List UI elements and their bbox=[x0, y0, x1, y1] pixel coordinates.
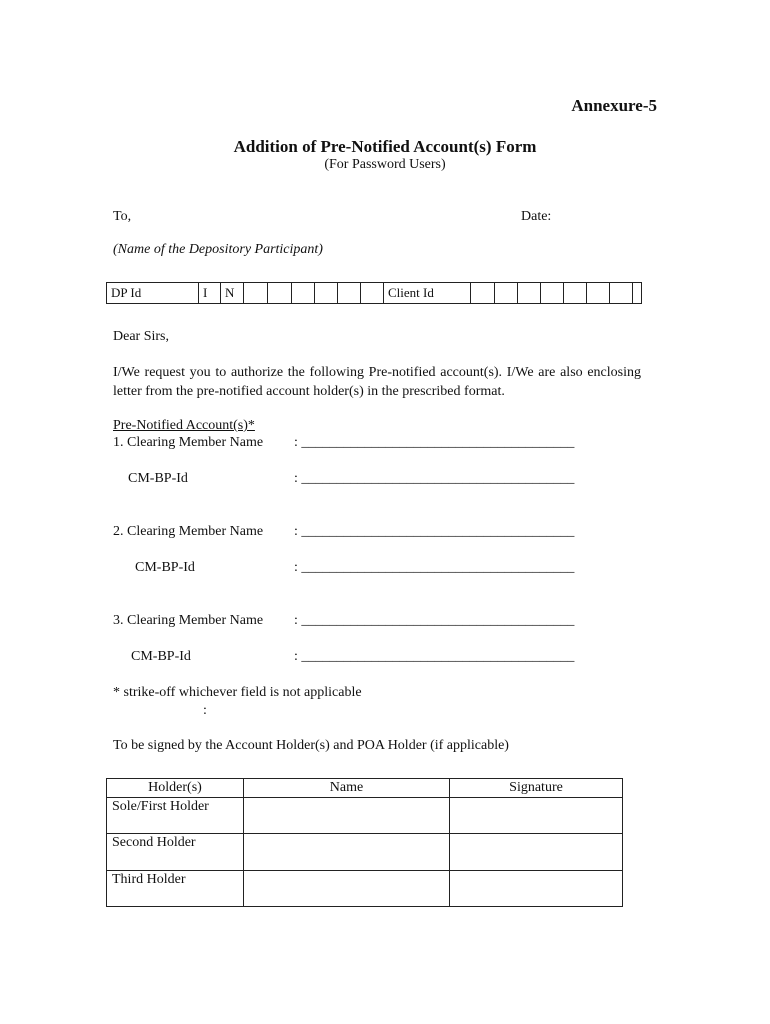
account-1-id-label: CM-BP-Id bbox=[128, 471, 188, 486]
annexure-label: Annexure-5 bbox=[571, 96, 657, 115]
client-id-box[interactable] bbox=[495, 283, 518, 303]
client-id-box[interactable] bbox=[587, 283, 610, 303]
account-3-id-field[interactable]: : _______________________________________ bbox=[294, 649, 575, 664]
client-id-box[interactable] bbox=[564, 283, 587, 303]
signature-cell[interactable] bbox=[450, 798, 623, 834]
dp-id-prefix-1: I bbox=[199, 283, 221, 303]
account-3-name-label: 3. Clearing Member Name bbox=[113, 613, 264, 628]
table-row bbox=[107, 798, 623, 834]
form-title: Addition of Pre-Notified Account(s) Form bbox=[233, 137, 537, 156]
dp-id-prefix-2: N bbox=[221, 283, 244, 303]
client-id-label: Client Id bbox=[384, 283, 471, 303]
date-label: Date: bbox=[521, 209, 552, 224]
signature-cell[interactable] bbox=[450, 834, 623, 871]
client-id-box[interactable] bbox=[518, 283, 541, 303]
account-2-id-field[interactable]: : _______________________________________ bbox=[294, 560, 575, 575]
signature-table bbox=[106, 778, 623, 907]
stray-colon: : bbox=[203, 703, 207, 718]
dp-id-box[interactable] bbox=[292, 283, 315, 303]
header-holders: Holder(s) bbox=[107, 779, 244, 798]
client-id-box[interactable] bbox=[610, 283, 633, 303]
dp-id-box[interactable] bbox=[315, 283, 338, 303]
request-paragraph: I/We request you to authorize the following Pre-notified account(s). I/We are also enclosing letter from the pre-notified account holder(s) in the prescribed format. bbox=[113, 365, 641, 399]
header-signature: Signature bbox=[450, 779, 623, 798]
signature-cell[interactable] bbox=[450, 871, 623, 907]
header-name: Name bbox=[244, 779, 450, 798]
holder-label-second: Second Holder bbox=[107, 834, 244, 871]
holder-label-third: Third Holder bbox=[107, 871, 244, 907]
salutation: Dear Sirs, bbox=[113, 329, 169, 344]
account-1-name-label: 1. Clearing Member Name bbox=[113, 435, 264, 450]
form-subtitle: (For Password Users) bbox=[324, 157, 446, 172]
dp-id-label: DP Id bbox=[107, 283, 199, 303]
table-row bbox=[107, 834, 623, 871]
to-label: To, bbox=[113, 209, 132, 224]
dp-id-box[interactable] bbox=[338, 283, 361, 303]
accounts-heading: Pre-Notified Account(s)* bbox=[113, 418, 255, 433]
account-2-name-field[interactable]: : _______________________________________ bbox=[294, 524, 575, 539]
account-2-name-label: 2. Clearing Member Name bbox=[113, 524, 264, 539]
holder-label-first: Sole/First Holder bbox=[107, 798, 244, 834]
id-strip bbox=[106, 282, 642, 304]
client-id-box[interactable] bbox=[541, 283, 564, 303]
name-cell[interactable] bbox=[244, 798, 450, 834]
strike-off-footnote: * strike-off whichever field is not applicable bbox=[113, 685, 362, 700]
name-cell[interactable] bbox=[244, 871, 450, 907]
account-1-name-field[interactable]: : _______________________________________ bbox=[294, 435, 575, 450]
account-3-name-field[interactable]: : _______________________________________ bbox=[294, 613, 575, 628]
client-id-box[interactable] bbox=[471, 283, 495, 303]
dp-id-box[interactable] bbox=[244, 283, 268, 303]
signature-table-header bbox=[107, 779, 623, 798]
signing-note: To be signed by the Account Holder(s) and POA Holder (if applicable) bbox=[113, 738, 509, 753]
client-id-box[interactable] bbox=[633, 283, 641, 303]
account-2-id-label: CM-BP-Id bbox=[135, 560, 195, 575]
dp-id-box[interactable] bbox=[361, 283, 384, 303]
dp-name-placeholder: (Name of the Depository Participant) bbox=[113, 242, 323, 257]
dp-id-box[interactable] bbox=[268, 283, 292, 303]
table-row bbox=[107, 871, 623, 907]
account-3-id-label: CM-BP-Id bbox=[131, 649, 191, 664]
account-1-id-field[interactable]: : _______________________________________ bbox=[294, 471, 575, 486]
name-cell[interactable] bbox=[244, 834, 450, 871]
